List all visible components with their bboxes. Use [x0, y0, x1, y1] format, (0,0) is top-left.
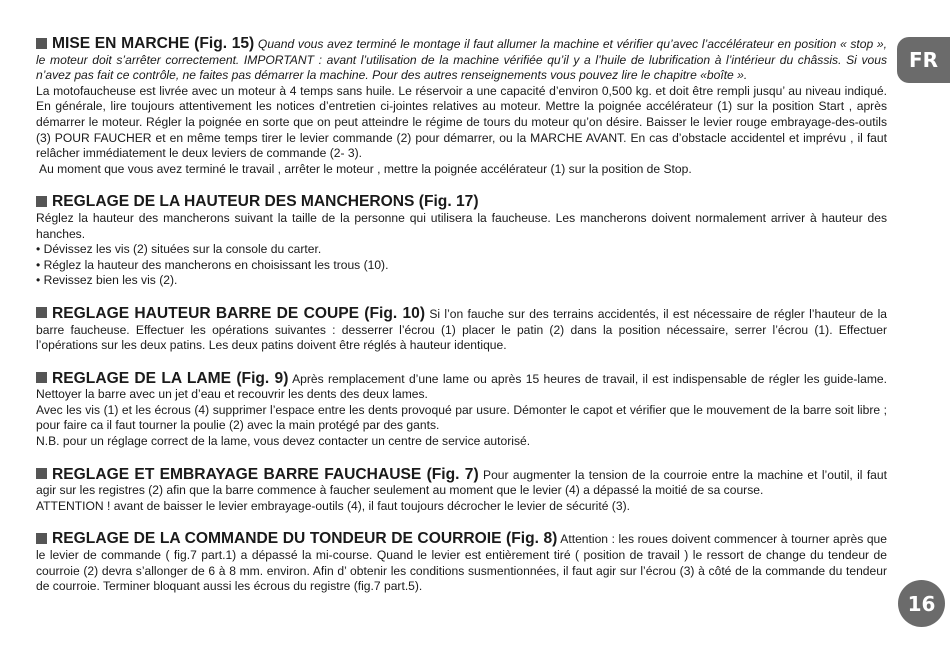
section-hauteur-barre-coupe	[36, 306, 887, 354]
bullet-square-icon	[36, 38, 47, 49]
list-item: • Dévissez les vis (2) situées sur la console du carter.	[36, 242, 322, 257]
paragraph	[36, 194, 887, 211]
bullet-square-icon	[36, 196, 47, 207]
paragraph	[36, 306, 887, 354]
language-tab: FR	[897, 37, 950, 83]
page-number: 16	[898, 580, 945, 627]
bullet-square-icon	[36, 307, 47, 318]
paragraph	[36, 371, 887, 403]
paragraph: Avec les vis (1) et les écrous (4) supprimer l’espace entre les dents provoqué par usure. Démonter le capot et vérifier que le mouvement de la barre soit libre ; pour faire ca il faut tourner la poulie (2) avec la main protégé par des gants.	[36, 402, 887, 433]
section-intro: Si l’on fauche sur des terrains accidentés, il est nécessaire de régler l’hauteur de la barre faucheuse. Effectuer les opérations suivantes : desserrer l’écrou (1) placer le patin (2) dans la position nécessaire, serrer l’écrou (1). Effectuer l’opérations sur les deux patins. Les deux patins doivent être réglés à hauteur identique.	[36, 306, 887, 353]
section-heading: REGLAGE DE LA HAUTEUR DES MANCHERONS (Fig. 17)	[52, 193, 479, 211]
section-intro: Après remplacement d’une lame ou après 15 heures de travail, il est indispensable de régler les guide-lame. Nettoyer la barre avec un jet d’eau et recouvrir les dents des deux lames.	[36, 371, 888, 402]
paragraph	[36, 531, 887, 594]
section-mise-en-marche	[36, 36, 887, 177]
paragraph: La motofaucheuse est livrée avec un moteur à 4 temps sans huile. Le réservoir a une capacité d’environ 0,500 kg. et doit être rempli jusqu’ au niveau indiqué. En générale, lire toujours attentivement les notices d’entretien ci-jointes relatives au moteur. Mettre la poignée accélérateur (1) sur la position Start , après démarrer le moteur. Régler la poignée en sorte que on peut atteindre le régime de tours du moteur qu’on désire. Baisser le levier rouge embrayage-des-outils (3) POUR FAUCHER et en même temps tirer le levier commande (2) pour démarrer, ou la MARCHE AVANT. En cas d’obstacle accidentel et imprévu , il faut relâcher immédiatement le deux leviers de commande (2- 3).	[36, 83, 887, 161]
section-intro: Attention : les roues doivent commencer à tourner après que le levier de commande ( fig.7 part.1) a dépassé la mi-course. Quand le levier est entièrement tiré ( position de travail ) le ressort de change du tendeur de courroie (2) devra s’allonger de 6 à 8 mm. environ. Afin d’ obtenir les conditions susmentionnées, il faut agir sur l’écrou (3) à côté de la commande du tendeur de courroie. Terminer bloquant aussi les écrous du registre (fig.7 part.5).	[36, 532, 888, 594]
section-tendeur-courroie	[36, 531, 887, 594]
bullet-square-icon	[36, 533, 47, 544]
section-embrayage-barre	[36, 467, 887, 515]
paragraph: Réglez la hauteur des mancherons suivant la taille de la personne qui utilisera la faucheuse. Les mancherons doivent normalement arriver à hauteur des hanches.	[36, 210, 887, 241]
list-item: • Réglez la hauteur des mancherons en choisissant les trous (10).	[36, 257, 389, 272]
paragraph	[36, 467, 887, 499]
section-intro: Pour augmenter la tension de la courroie entre la machine et l’outil, il faut agir sur les registres (2) afin que la barre commence à faucher seulement au moment que le levier (4) a dépassé la moitié de sa course.	[36, 467, 887, 498]
section-intro: Quand vous avez terminé le montage il faut allumer la machine et vérifier qu’avec l’accélérateur en position « stop », le moteur doit s’arrêter correctement. IMPORTANT : avant l’utilisation de la machine vérifiée qu’il y a l’huile de lubrification à l’intérieur du châssis. Si vous n’avez pas fait ce contrôle, ne faites pas démarrer la machine. Pour des autres renseignements vous pouvez lire le chapitre «boîte ».	[36, 37, 887, 83]
section-heading: REGLAGE HAUTEUR BARRE DE COUPE (Fig. 10)	[52, 304, 426, 322]
paragraph: ATTENTION ! avant de baisser le levier embrayage-outils (4), il faut toujours décrocher le levier de sécurité (3).	[36, 498, 630, 513]
section-reglage-lame	[36, 371, 887, 450]
paragraph: N.B. pour un réglage correct de la lame, vous devez contacter un centre de service autorisé.	[36, 434, 531, 449]
section-heading: REGLAGE DE LA COMMANDE DU TONDEUR DE COURROIE (Fig. 8)	[52, 530, 558, 548]
list-item: • Revissez bien les vis (2).	[36, 273, 178, 288]
paragraph: Au moment que vous avez terminé le travail , arrêter le moteur , mettre la poignée accélérateur (1) sur la position de Stop.	[39, 161, 692, 176]
section-hauteur-mancherons	[36, 194, 887, 289]
bullet-square-icon	[36, 468, 47, 479]
section-heading: MISE EN MARCHE (Fig. 15)	[52, 35, 255, 52]
section-heading: REGLAGE ET EMBRAYAGE BARRE FAUCHAUSE (Fig. 7)	[52, 465, 479, 483]
page-body	[36, 36, 887, 612]
section-heading: REGLAGE DE LA LAME (Fig. 9)	[52, 369, 289, 387]
bullet-square-icon	[36, 372, 47, 383]
paragraph	[36, 36, 887, 84]
